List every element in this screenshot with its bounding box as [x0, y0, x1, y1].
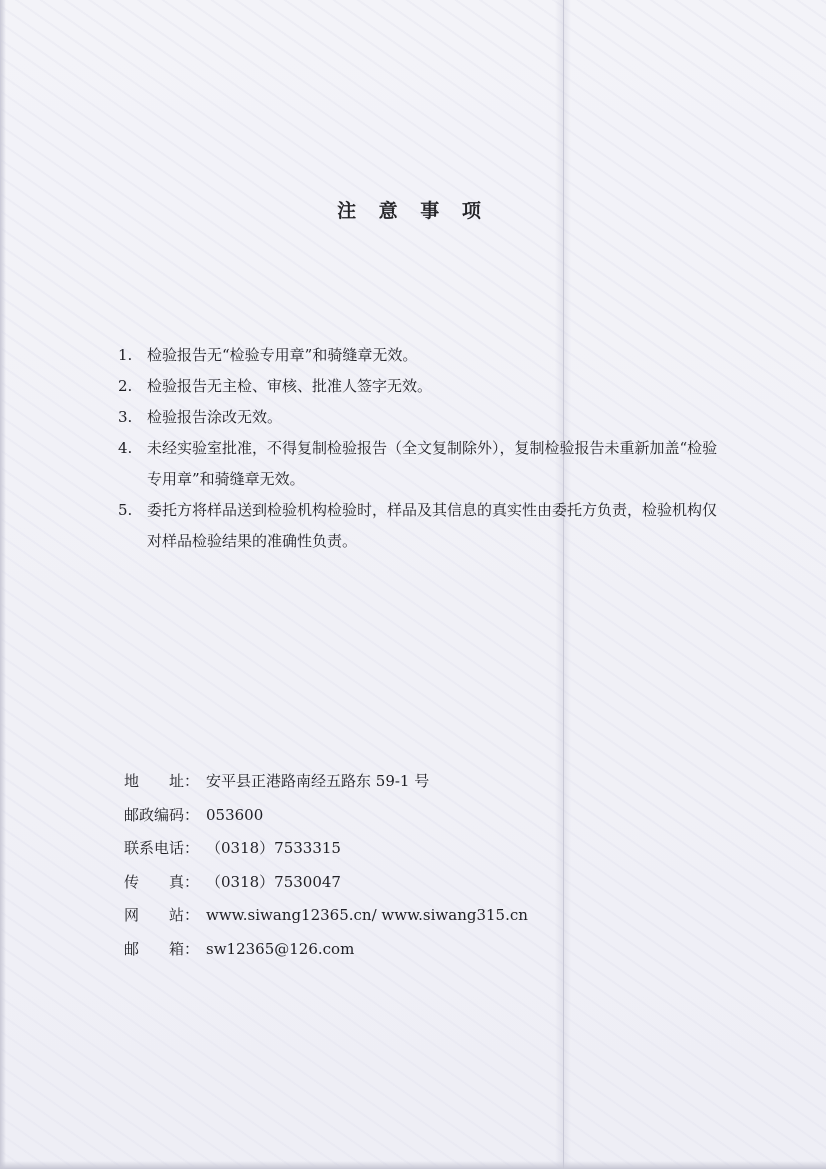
note-text: 检验报告无主检、审核、批准人签字无效。 — [147, 377, 433, 395]
contact-fax — [124, 866, 528, 900]
postcode-label: 邮政编码： — [124, 805, 200, 824]
page-bottom-edge — [0, 1161, 826, 1169]
note-item-5 — [118, 495, 718, 557]
note-text: 委托方将样品送到检验机构检验时，样品及其信息的真实性由委托方负责，检验机构仅对样品检验结果的准确性负责。 — [147, 501, 718, 550]
website-label: 网 站： — [124, 906, 200, 924]
note-item-4 — [118, 433, 718, 495]
contact-address — [124, 765, 528, 799]
contact-email — [124, 933, 528, 967]
note-number: 5. — [118, 501, 133, 519]
note-item-1 — [118, 340, 718, 371]
fold-line — [563, 0, 564, 1169]
note-item-2 — [118, 371, 718, 402]
note-text: 检验报告涂改无效。 — [147, 408, 283, 426]
phone-value: （0318）7533315 — [206, 839, 341, 857]
notes-list — [118, 340, 718, 557]
note-item-3 — [118, 402, 718, 433]
phone-label: 联系电话： — [124, 839, 200, 857]
contact-website — [124, 899, 528, 933]
address-value: 安平县正港路南经五路东 59-1 号 — [206, 772, 430, 790]
note-number: 4. — [118, 439, 133, 457]
page-title: 注 意 事 项 — [337, 200, 489, 222]
fax-label: 传 真： — [124, 872, 200, 891]
note-text: 检验报告无“检验专用章”和骑缝章无效。 — [147, 346, 418, 364]
contact-phone — [124, 832, 528, 866]
contact-postcode — [124, 799, 528, 833]
email-label: 邮 箱： — [124, 939, 200, 958]
note-number: 3. — [118, 408, 133, 426]
website-value: www.siwang12365.cn/ www.siwang315.cn — [206, 906, 528, 924]
address-label: 地 址： — [124, 772, 200, 790]
fax-value: （0318）7530047 — [206, 872, 341, 891]
email-value: sw12365@126.com — [206, 939, 355, 958]
note-text: 未经实验室批准，不得复制检验报告（全文复制除外），复制检验报告未重新加盖“检验专用章”和骑缝章无效。 — [147, 439, 718, 488]
note-number: 2. — [118, 377, 133, 395]
page-left-edge — [0, 0, 6, 1169]
postcode-value: 053600 — [206, 805, 264, 824]
note-number: 1. — [118, 346, 133, 364]
contact-info — [124, 765, 528, 966]
